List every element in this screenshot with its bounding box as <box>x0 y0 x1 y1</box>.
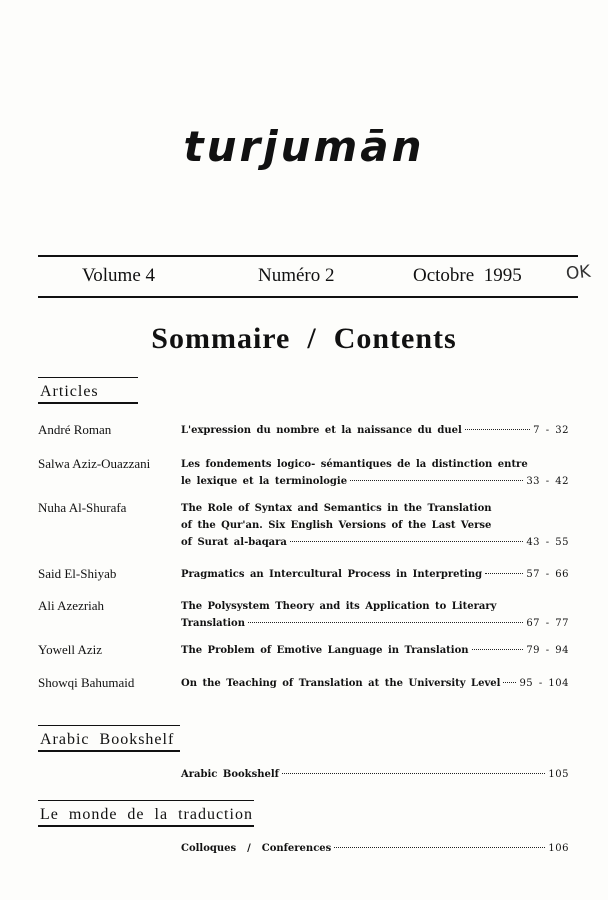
issue-volume: Volume 4 <box>82 265 156 286</box>
author-name: Yowell Aziz <box>38 642 103 657</box>
page-range: 57 - 66 <box>526 569 569 580</box>
page-range: 105 <box>548 769 569 780</box>
author-name: Nuha Al-Shurafa <box>38 500 127 515</box>
page-range: 95 - 104 <box>519 678 569 689</box>
page-range: 67 - 77 <box>526 618 569 629</box>
author-name: Salwa Aziz-Ouazzani <box>38 456 151 471</box>
article-entry <box>181 566 569 583</box>
author-name: Said El-Shiyab <box>38 566 117 581</box>
section-heading-arabic-bookshelf: Arabic Bookshelf <box>38 731 180 752</box>
entry-title: Colloques / Conferences <box>181 843 332 854</box>
contents-heading: Sommaire / Contents <box>151 322 457 355</box>
page-range: 79 - 94 <box>526 645 569 656</box>
top-rule <box>38 255 578 257</box>
article-title-line: The Polysystem Theory and its Application to Literary <box>181 601 497 612</box>
author-name: Showqi Bahumaid <box>38 675 135 690</box>
journal-title: turjumān <box>183 122 425 171</box>
author-name: Ali Azezriah <box>38 598 105 613</box>
article-entry <box>181 598 569 632</box>
article-entry <box>181 642 569 659</box>
bookshelf-entry <box>181 766 569 783</box>
article-title-line: of the Qur'an. Six English Versions of the Last Verse <box>181 520 492 531</box>
issue-date: Octobre 1995 <box>413 265 522 286</box>
article-title-line: The Role of Syntax and Semantics in the Translation <box>181 503 492 514</box>
article-entry <box>181 422 569 439</box>
page-range: 43 - 55 <box>526 537 569 548</box>
section-heading-le-monde: Le monde de la traduction <box>38 806 254 827</box>
article-title-line: of Surat al-baqara <box>181 537 287 548</box>
handwritten-ok-mark: OK <box>565 261 592 285</box>
bottom-rule <box>38 296 578 298</box>
article-entry <box>181 500 569 551</box>
article-title-line: The Problem of Emotive Language in Translation <box>181 645 469 656</box>
issue-number: Numéro 2 <box>258 265 335 286</box>
section-heading-articles: Articles <box>38 383 138 404</box>
author-name: André Roman <box>38 422 112 437</box>
article-title-line: le lexique et la terminologie <box>181 476 348 487</box>
article-title-line: Pragmatics an Intercultural Process in Interpreting <box>181 569 483 580</box>
page-range: 7 - 32 <box>533 425 569 436</box>
article-title-line: Translation <box>181 618 245 629</box>
article-title-line: On the Teaching of Translation at the University Level <box>181 678 501 689</box>
page-range: 33 - 42 <box>526 476 569 487</box>
article-entry <box>181 456 569 490</box>
article-entry <box>181 675 569 692</box>
monde-entry <box>181 840 569 857</box>
article-title-line: L'expression du nombre et la naissance du duel <box>181 425 462 436</box>
article-title-line: Les fondements logico- sémantiques de la distinction entre <box>181 459 528 470</box>
page-range: 106 <box>548 843 569 854</box>
entry-title: Arabic Bookshelf <box>181 769 279 780</box>
